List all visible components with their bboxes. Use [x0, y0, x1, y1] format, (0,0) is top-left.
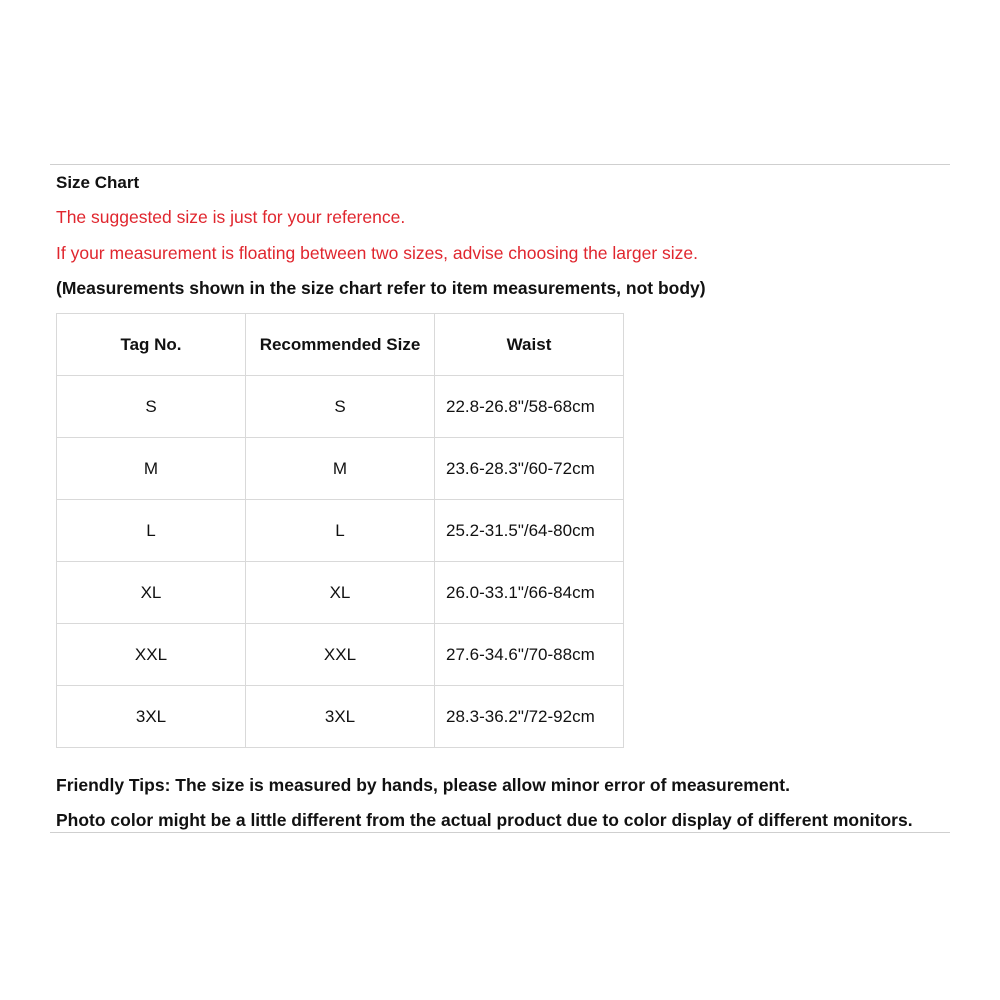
cell-tag-no: XL: [57, 562, 246, 624]
table-row: [57, 686, 624, 748]
cell-recommended-size: L: [246, 500, 435, 562]
cell-tag-no: L: [57, 500, 246, 562]
measurement-note: (Measurements shown in the size chart refer to item measurements, not body): [56, 278, 706, 298]
cell-recommended-size: XXL: [246, 624, 435, 686]
cell-tag-no: S: [57, 376, 246, 438]
bottom-divider: [50, 832, 950, 833]
larger-size-notice: If your measurement is floating between two sizes, advise choosing the larger size.: [56, 243, 698, 263]
cell-recommended-size: XL: [246, 562, 435, 624]
table-row: [57, 500, 624, 562]
header-tag-no: Tag No.: [57, 314, 246, 376]
friendly-tip: Friendly Tips: The size is measured by hands, please allow minor error of measurement.: [56, 775, 790, 795]
table-row: [57, 376, 624, 438]
table-row: [57, 562, 624, 624]
cell-waist: 26.0-33.1"/66-84cm: [435, 562, 624, 624]
cell-recommended-size: S: [246, 376, 435, 438]
cell-waist: 22.8-26.8"/58-68cm: [435, 376, 624, 438]
cell-recommended-size: 3XL: [246, 686, 435, 748]
size-table: [56, 313, 624, 748]
table-row: [57, 438, 624, 500]
cell-tag-no: M: [57, 438, 246, 500]
table-row: [57, 624, 624, 686]
header-waist: Waist: [435, 314, 624, 376]
cell-recommended-size: M: [246, 438, 435, 500]
photo-color-tip: Photo color might be a little different from the actual product due to color display of different monitors.: [56, 810, 913, 830]
reference-notice: The suggested size is just for your reference.: [56, 207, 406, 227]
cell-waist: 28.3-36.2"/72-92cm: [435, 686, 624, 748]
cell-tag-no: 3XL: [57, 686, 246, 748]
cell-tag-no: XXL: [57, 624, 246, 686]
header-recommended-size: Recommended Size: [246, 314, 435, 376]
page-title: Size Chart: [56, 173, 140, 192]
cell-waist: 27.6-34.6"/70-88cm: [435, 624, 624, 686]
cell-waist: 23.6-28.3"/60-72cm: [435, 438, 624, 500]
top-divider: [50, 164, 950, 165]
table-header-row: [57, 314, 624, 376]
cell-waist: 25.2-31.5"/64-80cm: [435, 500, 624, 562]
